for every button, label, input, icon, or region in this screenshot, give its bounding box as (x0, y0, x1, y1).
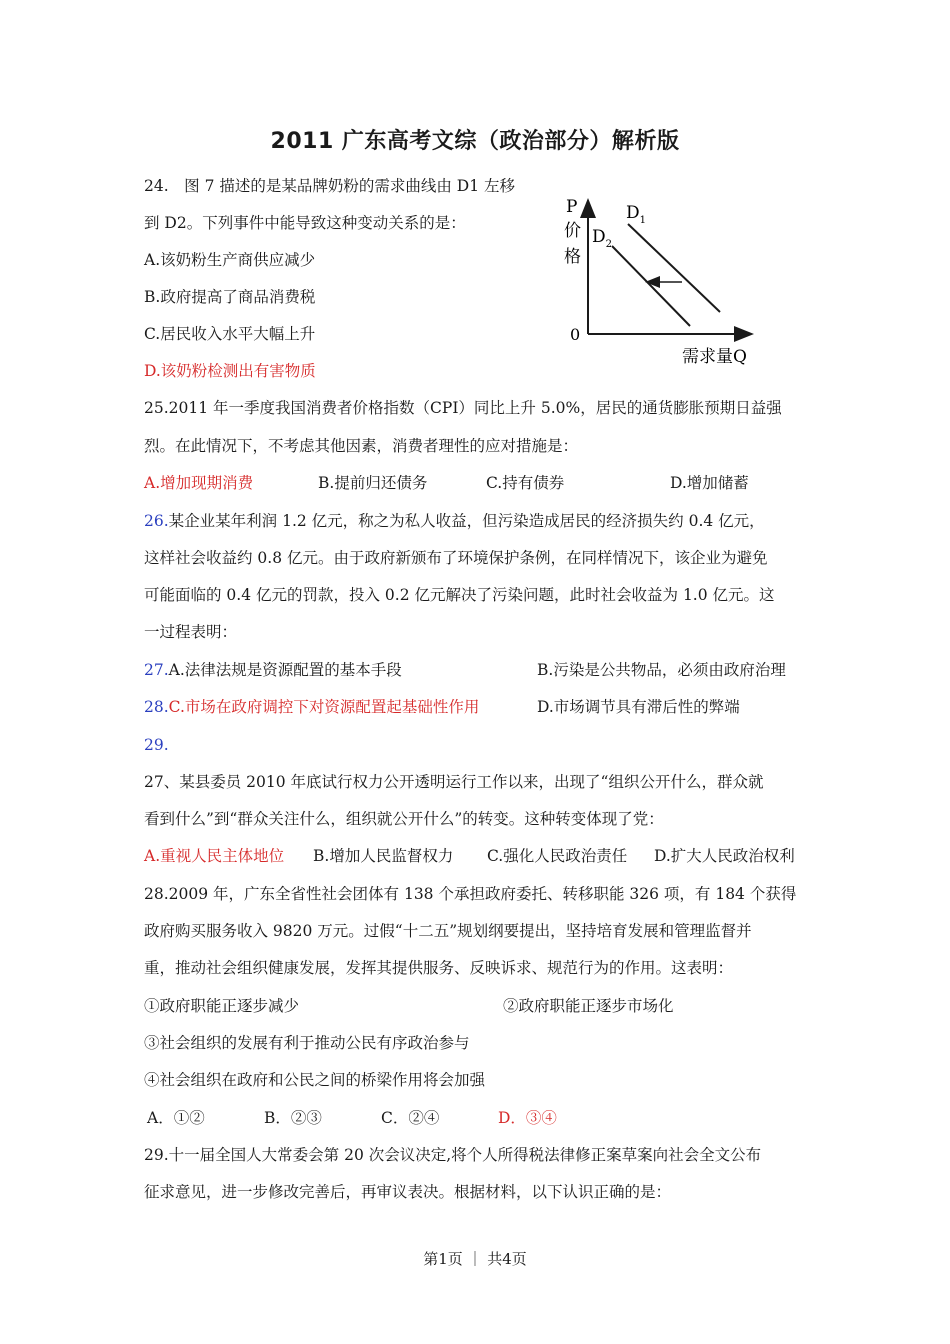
q24-option-b: B.政府提高了商品消费税 (144, 288, 316, 306)
q24-option-a: A.该奶粉生产商供应减少 (144, 251, 316, 269)
q24-stem-line2: 到 D2。下列事件中能导致这种变动关系的是： (144, 214, 466, 232)
q29-number-marker: 29. (144, 736, 169, 754)
q24-option-d-answer: D.该奶粉检测出有害物质 (144, 362, 316, 380)
x-axis-label: 需求量Q (682, 347, 747, 367)
p-axis-label: P (566, 197, 578, 217)
q26-option-d: D.市场调节具有滞后性的弊端 (537, 698, 740, 716)
price-label-1: 价 (564, 221, 581, 241)
q26-option-c-answer: C.市场在政府调控下对资源配置起基础性作用 (168, 698, 480, 716)
demand-curve-d1 (628, 224, 720, 312)
q26-option-b: B.污染是公共物品，必须由政府治理 (537, 661, 786, 679)
q28-stem-line3: 重，推动社会组织健康发展，发挥其提供服务、反映诉求、规范行为的作用。这表明： (144, 959, 734, 977)
q27-stem-line1: 27、某县委员 2010 年底试行权力公开透明运行工作以来，出现了“组织公开什么，群众就 (144, 773, 764, 791)
q26-option-c-row (144, 697, 479, 717)
q27-number-marker: 27. (144, 661, 169, 679)
q25-option-a-answer: A.增加现期消费 (144, 474, 254, 492)
d1-label: $D_1$ (626, 203, 647, 226)
q28-stem-line1: 28.2009 年，广东全省性社会团体有 138 个承担政府委托、转移职能 326 项，有 184 个获得 (144, 885, 797, 903)
q24-option-c: C.居民收入水平大幅上升 (144, 325, 316, 343)
q27-stem-line2: 看到什么”到“群众关注什么，组织就公开什么”的转变。这种转变体现了党： (144, 810, 664, 828)
q28-statement-4: ④社会组织在政府和公民之间的桥梁作用将会加强 (144, 1071, 486, 1089)
q25-stem-line1: 25.2011 年一季度我国消费者价格指数（CPI）同比上升 5.0%，居民的通货膨胀预期日益强 (144, 399, 782, 417)
q28-statement-1: ①政府职能正逐步减少 (144, 997, 300, 1015)
page-title: 2011 广东高考文综（政治部分）解析版 (270, 129, 680, 154)
q28-option-b: B．②③ (264, 1109, 322, 1127)
q25-stem-line2: 烈。在此情况下，不考虑其他因素，消费者理性的应对措施是： (144, 437, 579, 455)
q29-stem-line2: 征求意见，进一步修改完善后，再审议表决。根据材料，以下认识正确的是： (144, 1183, 672, 1201)
page-footer: 第1页 ｜ 共4页 (423, 1250, 527, 1268)
q26-option-a-row (144, 660, 402, 680)
q28-statement-2: ②政府职能正逐步市场化 (503, 997, 674, 1015)
q26-number: 26. (144, 512, 169, 530)
q26-option-a: A.法律法规是资源配置的基本手段 (168, 661, 402, 679)
q28-option-c: C．②④ (381, 1109, 440, 1127)
q25-option-b: B.提前归还债务 (318, 474, 428, 492)
q26-stem-line1 (144, 511, 765, 531)
q24-stem-line1: 24. 图 7 描述的是某品牌奶粉的需求曲线由 D1 左移 (144, 177, 516, 195)
q29-stem-line1: 29.十一届全国人大常委会第 20 次会议决定,将个人所得税法律修正案草案向社会全文公布 (144, 1146, 762, 1164)
q28-stem-line2: 政府购买服务收入 9820 万元。过假“十二五”规划纲要提出，坚持培育发展和管理监督并 (144, 922, 752, 940)
q26-stem-text: 某企业某年利润 1.2 亿元，称之为私人收益，但污染造成居民的经济损失约 0.4 亿元， (168, 512, 765, 530)
q26-stem-line3: 可能面临的 0.4 亿元的罚款，投入 0.2 亿元解决了污染问题，此时社会收益为 1.0 亿元。这 (144, 586, 775, 604)
q25-option-c: C.持有债券 (486, 474, 565, 492)
demand-curve-d2 (612, 246, 690, 326)
origin-label: 0 (570, 325, 581, 344)
q25-option-d: D.增加储蓄 (670, 474, 749, 492)
q28-option-d-answer: D．③④ (498, 1109, 557, 1127)
q27-option-c: C.强化人民政治责任 (487, 847, 628, 865)
price-label-2: 格 (564, 247, 581, 267)
q27-option-d: D.扩大人民政治权利 (654, 847, 795, 865)
d2-label: $D_2$ (592, 227, 613, 250)
q28-statement-3: ③社会组织的发展有利于推动公民有序政治参与 (144, 1034, 470, 1052)
q26-stem-line2: 这样社会收益约 0.8 亿元。由于政府新颁布了环境保护条例，在同样情况下，该企业为避免 (144, 549, 768, 567)
q27-option-a-answer: A.重视人民主体地位 (144, 847, 285, 865)
q27-option-b: B.增加人民监督权力 (313, 847, 454, 865)
q28-number-marker: 28. (144, 698, 169, 716)
q26-stem-line4: 一过程表明： (144, 623, 238, 641)
demand-curve-figure (560, 192, 780, 370)
q28-option-a: A．①② (147, 1109, 205, 1127)
